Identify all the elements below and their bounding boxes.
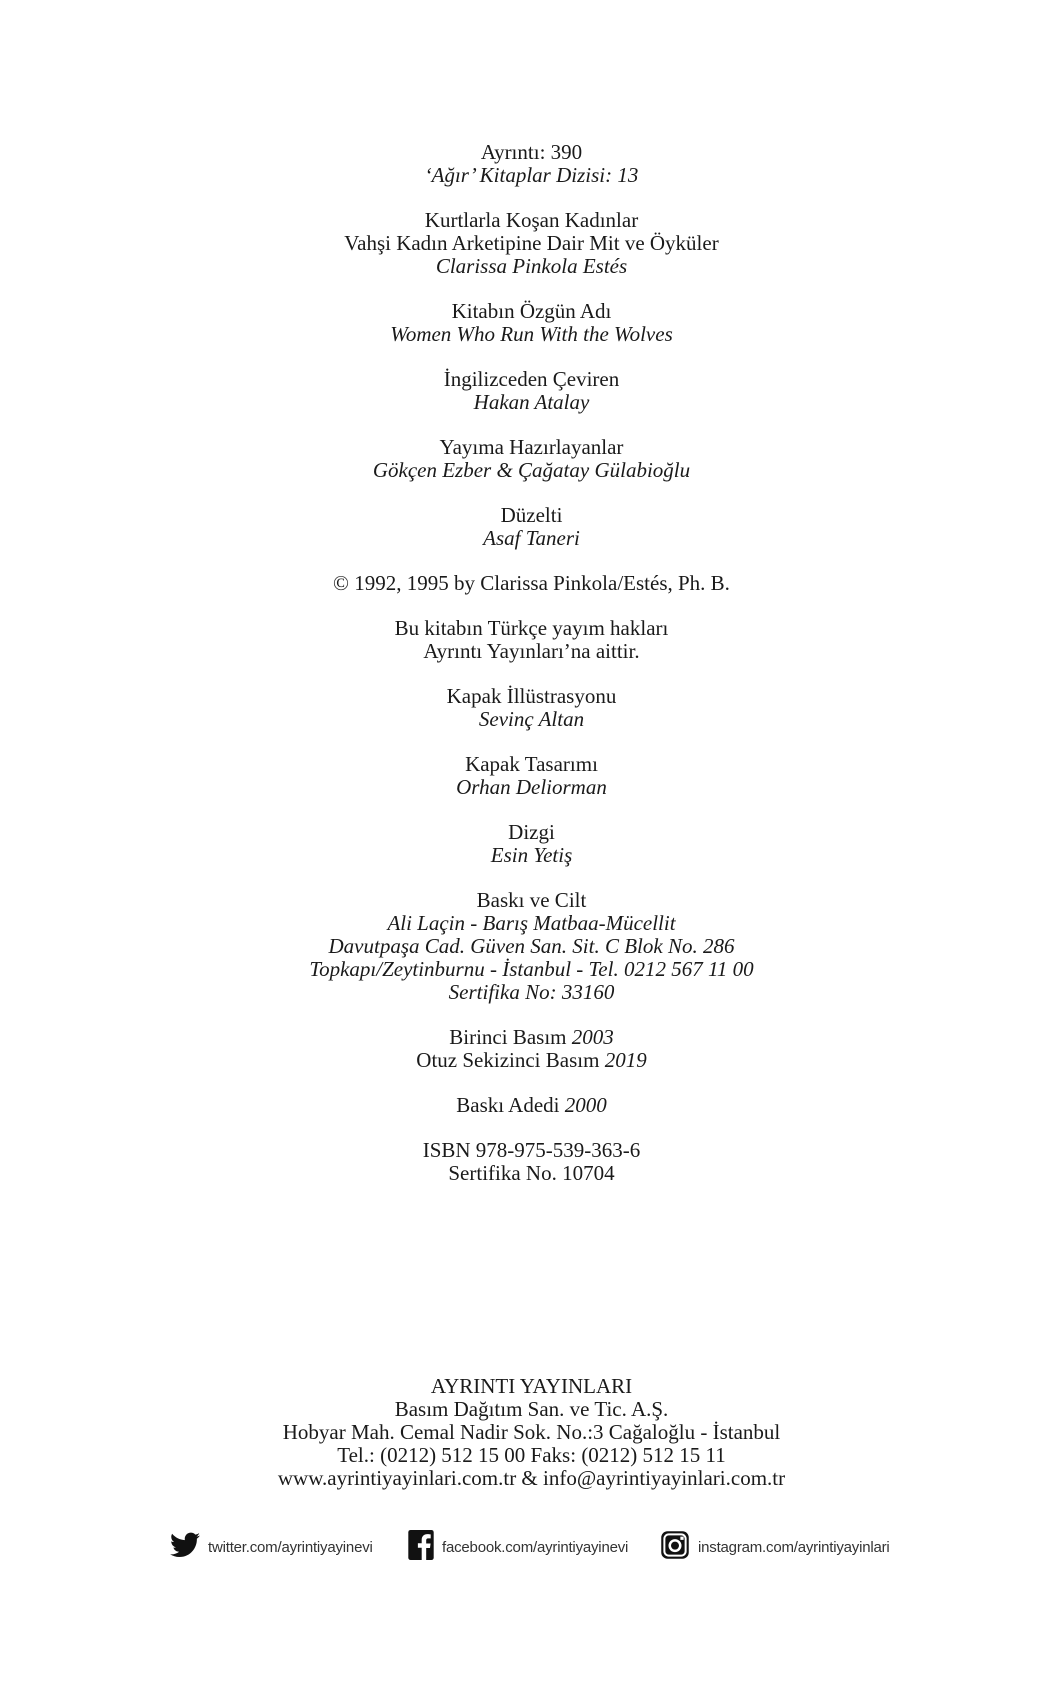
imprint-line — [0, 708, 1063, 731]
publisher-line: www.ayrintiyayinlari.com.tr & info@ayrintiyayinlari.com.tr — [277, 1466, 786, 1490]
imprint-line — [0, 685, 1063, 708]
imprint-line — [0, 617, 1063, 640]
imprint-entry — [0, 889, 1063, 1004]
imprint-line — [0, 164, 1063, 187]
imprint-entry — [0, 300, 1063, 346]
imprint-line-text: Baskı Adedi — [456, 1093, 565, 1117]
imprint-line-text: Ayrıntı: 390 — [480, 140, 583, 164]
imprint-year: 2003 — [571, 1025, 614, 1049]
imprint-entry — [0, 685, 1063, 731]
publisher-line: Hobyar Mah. Cemal Nadir Sok. No.:3 Cağaloğlu - İstanbul — [282, 1420, 781, 1444]
imprint-line — [0, 436, 1063, 459]
imprint-line — [0, 391, 1063, 414]
imprint-line — [0, 1026, 1063, 1049]
imprint-line — [0, 753, 1063, 776]
imprint-block — [0, 141, 1063, 1207]
imprint-line-text: Bu kitabın Türkçe yayım hakları — [394, 616, 669, 640]
imprint-line — [0, 1094, 1063, 1117]
imprint-line — [0, 504, 1063, 527]
twitter-label: twitter.com/ayrintiyayinevi — [208, 1538, 373, 1556]
imprint-line-text: Kitabın Özgün Adı — [451, 299, 612, 323]
imprint-line — [0, 527, 1063, 550]
imprint-line-text: Düzelti — [500, 503, 563, 527]
imprint-entry — [0, 1026, 1063, 1072]
imprint-line — [0, 1049, 1063, 1072]
imprint-entry — [0, 141, 1063, 187]
imprint-line — [0, 459, 1063, 482]
imprint-entry — [0, 821, 1063, 867]
facebook-link[interactable] — [408, 1530, 628, 1564]
imprint-entry — [0, 436, 1063, 482]
imprint-line-text: Asaf Taneri — [483, 526, 580, 550]
imprint-line — [0, 889, 1063, 912]
imprint-line — [0, 255, 1063, 278]
imprint-line — [0, 640, 1063, 663]
imprint-line — [0, 776, 1063, 799]
imprint-entry — [0, 753, 1063, 799]
imprint-line-text: ISBN 978-975-539-363-6 — [422, 1138, 641, 1162]
imprint-line-text: Yayıma Hazırlayanlar — [439, 435, 624, 459]
imprint-line — [0, 572, 1063, 595]
imprint-line-text: Esin Yetiş — [490, 843, 573, 867]
imprint-line-text: Ali Laçin - Barış Matbaa-Mücellit — [387, 911, 676, 935]
imprint-line-text: Kapak Tasarımı — [465, 752, 598, 776]
imprint-line — [0, 323, 1063, 346]
imprint-entry — [0, 1139, 1063, 1185]
imprint-line-text: Baskı ve Cilt — [476, 888, 587, 912]
imprint-line — [0, 912, 1063, 935]
imprint-line — [0, 1162, 1063, 1185]
imprint-entry — [0, 504, 1063, 550]
twitter-link[interactable] — [170, 1530, 373, 1564]
instagram-label: instagram.com/ayrintiyayinlari — [698, 1538, 890, 1556]
imprint-line-text: ‘Ağır’ Kitaplar Dizisi: 13 — [424, 163, 639, 187]
instagram-link[interactable] — [660, 1530, 890, 1564]
imprint-line-text: Davutpaşa Cad. Güven San. Sit. C Blok No. 286 — [328, 934, 735, 958]
imprint-line — [0, 141, 1063, 164]
imprint-line-text: Sertifika No: 33160 — [448, 980, 615, 1004]
facebook-icon — [408, 1530, 434, 1565]
imprint-line-text: © 1992, 1995 by Clarissa Pinkola/Estés, Ph. B. — [333, 571, 730, 595]
facebook-label: facebook.com/ayrintiyayinevi — [442, 1538, 629, 1556]
imprint-line-text: Sevinç Altan — [478, 707, 585, 731]
imprint-entry — [0, 368, 1063, 414]
imprint-line-text: Clarissa Pinkola Estés — [435, 254, 628, 278]
imprint-line-text: Kapak İllüstrasyonu — [446, 684, 617, 708]
imprint-line-text: Hakan Atalay — [473, 390, 590, 414]
imprint-line — [0, 821, 1063, 844]
imprint-line-text: Birinci Basım — [449, 1025, 572, 1049]
imprint-line — [0, 981, 1063, 1004]
instagram-icon — [660, 1530, 690, 1565]
imprint-entry — [0, 1094, 1063, 1117]
imprint-line — [0, 935, 1063, 958]
imprint-line — [0, 844, 1063, 867]
imprint-line-text: Topkapı/Zeytinburnu - İstanbul - Tel. 0212 567 11 00 — [309, 957, 754, 981]
publisher-block — [0, 1375, 1063, 1490]
imprint-line — [0, 209, 1063, 232]
imprint-line-text: Gökçen Ezber & Çağatay Gülabioğlu — [372, 458, 691, 482]
imprint-line-text: Vahşi Kadın Arketipine Dair Mit ve Öyküler — [344, 231, 719, 255]
imprint-line — [0, 300, 1063, 323]
imprint-line — [0, 1139, 1063, 1162]
imprint-line — [0, 232, 1063, 255]
imprint-line-text: Kurtlarla Koşan Kadınlar — [424, 208, 639, 232]
imprint-line — [0, 958, 1063, 981]
imprint-line-text: İngilizceden Çeviren — [443, 367, 620, 391]
publisher-line: Tel.: (0212) 512 15 00 Faks: (0212) 512 15 11 — [337, 1443, 726, 1467]
publisher-name: AYRINTI YAYINLARI — [430, 1374, 633, 1398]
twitter-icon — [170, 1532, 200, 1563]
imprint-entry — [0, 617, 1063, 663]
imprint-entry — [0, 572, 1063, 595]
publisher-line: Basım Dağıtım San. ve Tic. A.Ş. — [394, 1397, 669, 1421]
imprint-line-text: Orhan Deliorman — [456, 775, 607, 799]
imprint-line-text: Ayrıntı Yayınları’na aittir. — [423, 639, 640, 663]
imprint-entry — [0, 209, 1063, 278]
imprint-year: 2000 — [564, 1093, 607, 1117]
imprint-line-text: Dizgi — [508, 820, 555, 844]
imprint-line-text: Women Who Run With the Wolves — [390, 322, 673, 346]
imprint-line — [0, 368, 1063, 391]
imprint-year: 2019 — [604, 1048, 647, 1072]
imprint-line-text: Otuz Sekizinci Basım — [416, 1048, 605, 1072]
imprint-line-text: Sertifika No. 10704 — [448, 1161, 615, 1185]
